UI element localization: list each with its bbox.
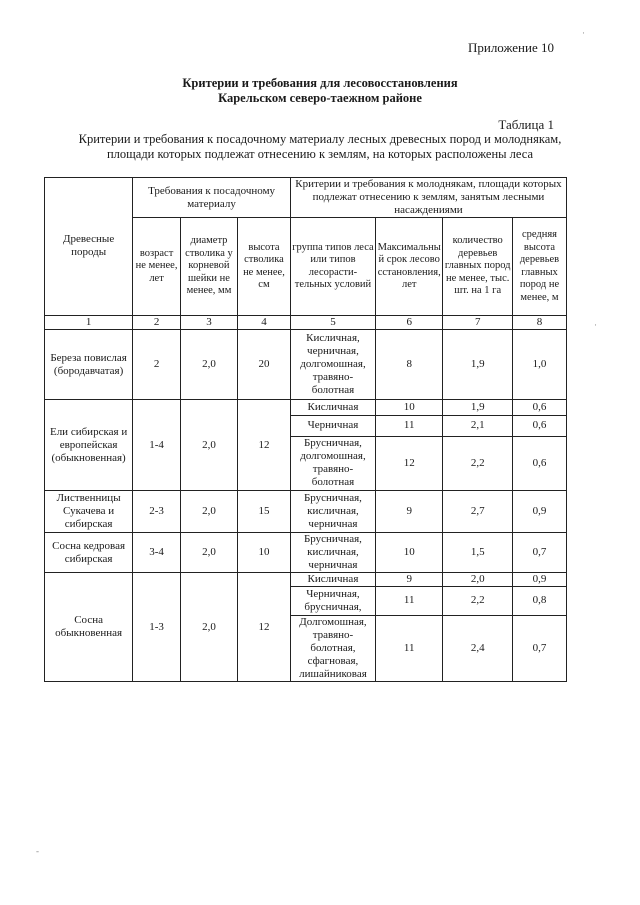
diameter-value: 2,0 — [180, 490, 237, 532]
tree-count: 2,4 — [443, 615, 513, 681]
species-name: Сосна кедровая сибирская — [45, 533, 133, 573]
appendix-label: Приложение 10 — [467, 40, 554, 55]
table-row — [45, 533, 567, 573]
height-value: 12 — [238, 573, 291, 682]
height-value: 12 — [238, 400, 291, 491]
header-max-term: Максимальный срок лесовосстановления,лет — [376, 218, 443, 316]
forest-type: Брусничная, долгомошная, травяно-болотная — [290, 436, 375, 490]
caption-line-1: Критерии и требования к посадочному материалу лесных древесных пород и молоднякам, — [78, 132, 562, 146]
column-numbers-row — [45, 315, 567, 329]
age-value: 2 — [133, 329, 181, 399]
avg-height: 0,8 — [512, 587, 566, 615]
tree-count: 1,9 — [443, 400, 513, 416]
height-value: 15 — [238, 490, 291, 532]
age-value: 1-3 — [133, 573, 181, 682]
forest-type: Черничная — [290, 416, 375, 436]
avg-height: 0,9 — [512, 573, 566, 587]
column-number: 3 — [180, 315, 237, 329]
scan-speck: - — [36, 846, 39, 856]
criteria-table — [44, 177, 567, 682]
caption-line-2: площади которых подлежат отнесению к землям, на которых расположены леса — [106, 147, 534, 161]
header-species: Древесные породы — [45, 178, 133, 316]
table-number: Таблица 1 — [498, 117, 554, 132]
table-row — [45, 329, 567, 399]
tree-count: 2,7 — [443, 490, 513, 532]
column-number: 2 — [133, 315, 181, 329]
species-name: Сосна обыкновенная — [45, 573, 133, 682]
table-row — [45, 400, 567, 416]
column-number: 4 — [238, 315, 291, 329]
tree-count: 2,0 — [443, 573, 513, 587]
diameter-value: 2,0 — [180, 329, 237, 399]
max-term: 10 — [376, 533, 443, 573]
title-line-2: Карельском северо-таежном районе — [218, 91, 422, 105]
max-term: 12 — [376, 436, 443, 490]
forest-type: Кисличная — [290, 400, 375, 416]
avg-height: 0,6 — [512, 416, 566, 436]
max-term: 9 — [376, 490, 443, 532]
title-line-1: Критерии и требования для лесовосстановления — [182, 76, 458, 90]
column-number: 7 — [443, 315, 513, 329]
forest-type: Кисличная — [290, 573, 375, 587]
height-value: 20 — [238, 329, 291, 399]
column-number: 8 — [512, 315, 566, 329]
avg-height: 0,6 — [512, 436, 566, 490]
tree-count: 2,1 — [443, 416, 513, 436]
tree-count: 2,2 — [443, 436, 513, 490]
column-number: 6 — [376, 315, 443, 329]
forest-type: Кисличная, черничная, долгомошная, травяно-болотная — [290, 329, 375, 399]
column-number: 5 — [290, 315, 375, 329]
forest-type: Долгомошная, травяно-болотная, сфагновая, лишайниковая — [290, 615, 375, 681]
scan-speck: · — [594, 320, 597, 330]
header-young-stands: Критерии и требования к молоднякам, площади которых подлежат отнесению к землям, занятым лесными насаждениями — [290, 178, 566, 218]
diameter-value: 2,0 — [180, 533, 237, 573]
max-term: 11 — [376, 416, 443, 436]
document-title — [0, 76, 640, 106]
age-value: 3-4 — [133, 533, 181, 573]
forest-type: Брусничная, кисличная, черничная — [290, 533, 375, 573]
diameter-value: 2,0 — [180, 400, 237, 491]
header-planting-material: Требования к посадочному материалу — [133, 178, 291, 218]
avg-height: 0,7 — [512, 533, 566, 573]
header-avg-height: средняя высота деревьев главных пород не менее, м — [512, 218, 566, 316]
tree-count: 2,2 — [443, 587, 513, 615]
age-value: 1-4 — [133, 400, 181, 491]
max-term: 11 — [376, 615, 443, 681]
column-number: 1 — [45, 315, 133, 329]
table-caption — [30, 132, 610, 162]
scan-speck: · — [582, 28, 585, 38]
table-row — [45, 490, 567, 532]
forest-type: Брусничная, кисличная, черничная — [290, 490, 375, 532]
max-term: 9 — [376, 573, 443, 587]
tree-count: 1,9 — [443, 329, 513, 399]
header-diameter: диаметр стволика у корневой шейки не менее, мм — [180, 218, 237, 316]
age-value: 2-3 — [133, 490, 181, 532]
height-value: 10 — [238, 533, 291, 573]
header-age: возраст не менее, лет — [133, 218, 181, 316]
forest-type: Черничная, брусничная, — [290, 587, 375, 615]
avg-height: 0,9 — [512, 490, 566, 532]
avg-height: 1,0 — [512, 329, 566, 399]
species-name: Лиственницы Сукачева и сибирская — [45, 490, 133, 532]
header-height: высота стволика не менее, см — [238, 218, 291, 316]
species-name: Береза повислая (бородавчатая) — [45, 329, 133, 399]
table-row — [45, 573, 567, 587]
header-tree-count: количество деревьев главных пород не менее, тыс. шт. на 1 га — [443, 218, 513, 316]
max-term: 8 — [376, 329, 443, 399]
max-term: 10 — [376, 400, 443, 416]
avg-height: 0,6 — [512, 400, 566, 416]
avg-height: 0,7 — [512, 615, 566, 681]
species-name: Ели сибирская и европейская (обыкновенная) — [45, 400, 133, 491]
max-term: 11 — [376, 587, 443, 615]
header-row-groups — [45, 178, 567, 218]
diameter-value: 2,0 — [180, 573, 237, 682]
tree-count: 1,5 — [443, 533, 513, 573]
header-forest-type: группа типов леса или типов лесорасти-тельных условий — [290, 218, 375, 316]
